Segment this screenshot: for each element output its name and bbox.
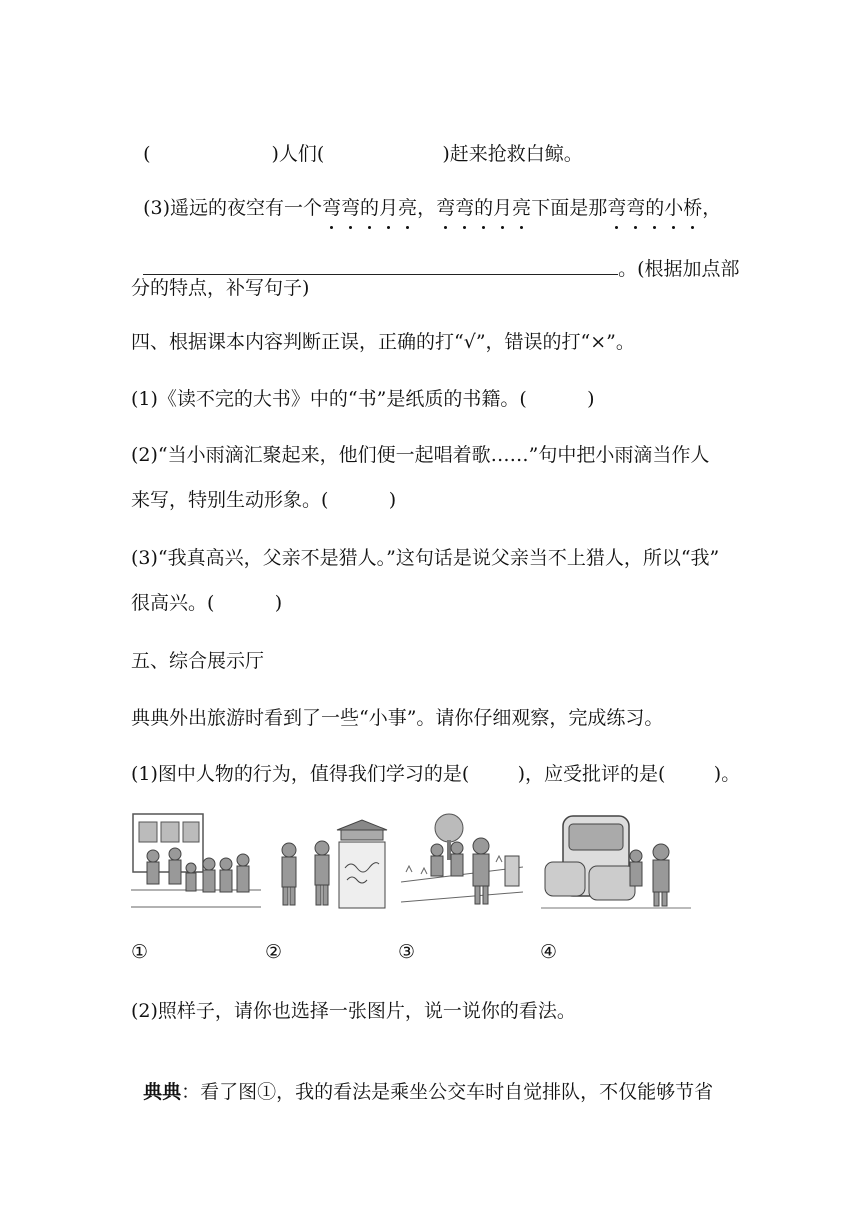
example-text: ：看了图①，我的看法是乘坐公交车时自觉排队，不仅能够节省 <box>181 1081 714 1103</box>
example-answer <box>131 1056 713 1104</box>
dotted-group-1: 弯弯的月亮 <box>322 197 418 219</box>
question-2: (2)照样子，请你也选择一张图片，说一说你的看法。 <box>131 1000 576 1022</box>
answer-underline[interactable] <box>143 256 618 275</box>
picture-4-bus <box>541 812 691 914</box>
paren-open: ( <box>143 143 151 165</box>
picture-strip <box>131 812 691 914</box>
judge-item-2-cont: 来写，特别生动形象。( ) <box>131 489 397 511</box>
line1-text: )人们( <box>271 143 325 165</box>
picture-2-graffiti <box>277 812 389 914</box>
speaker-name: 典典 <box>143 1081 182 1103</box>
judge-item-3: (3)“我真高兴，父亲不是猎人。”这句话是说父亲当不上猎人，所以“我” <box>131 547 720 569</box>
picture-label-4: ④ <box>540 941 558 963</box>
question-1: (1)图中人物的行为，值得我们学习的是( )，应受批评的是( )。 <box>131 763 741 785</box>
picture-label-1: ① <box>131 941 149 963</box>
dotted-group-2: 弯弯的月亮 <box>436 197 532 219</box>
section-4-heading: 四、根据课本内容判断正误，正确的打“√”，错误的打“×”。 <box>131 331 635 353</box>
judge-item-3-cont: 很高兴。( ) <box>131 592 283 614</box>
question-3-line: (3)遥远的夜空有一个弯弯的月亮，弯弯的月亮下面是那弯弯的小桥， <box>143 197 722 219</box>
judge-item-1: (1)《读不完的大书》中的“书”是纸质的书籍。( ) <box>131 388 595 410</box>
line3-tail: 。(根据加点部 <box>618 258 740 280</box>
picture-label-3: ③ <box>398 941 416 963</box>
picture-1-queue <box>131 812 261 914</box>
answer-line-1 <box>131 118 583 166</box>
dotted-group-3: 弯弯的小桥 <box>607 197 703 219</box>
picture-3-lawn <box>401 812 523 914</box>
line-4: 分的特点，补写句子) <box>131 277 310 299</box>
intro-text: 典典外出旅游时看到了一些“小事”。请你仔细观察，完成练习。 <box>131 707 664 729</box>
picture-label-2: ② <box>265 941 283 963</box>
answer-blank-line <box>131 232 740 281</box>
q3-prefix: (3)遥远的夜空有一个 <box>143 197 323 219</box>
section-5-heading: 五、综合展示厅 <box>131 650 265 672</box>
line1-end: )赶来抢救白鲸。 <box>442 143 583 165</box>
judge-item-2: (2)“当小雨滴汇聚起来，他们便一起唱着歌……”句中把小雨滴当作人 <box>131 444 710 466</box>
